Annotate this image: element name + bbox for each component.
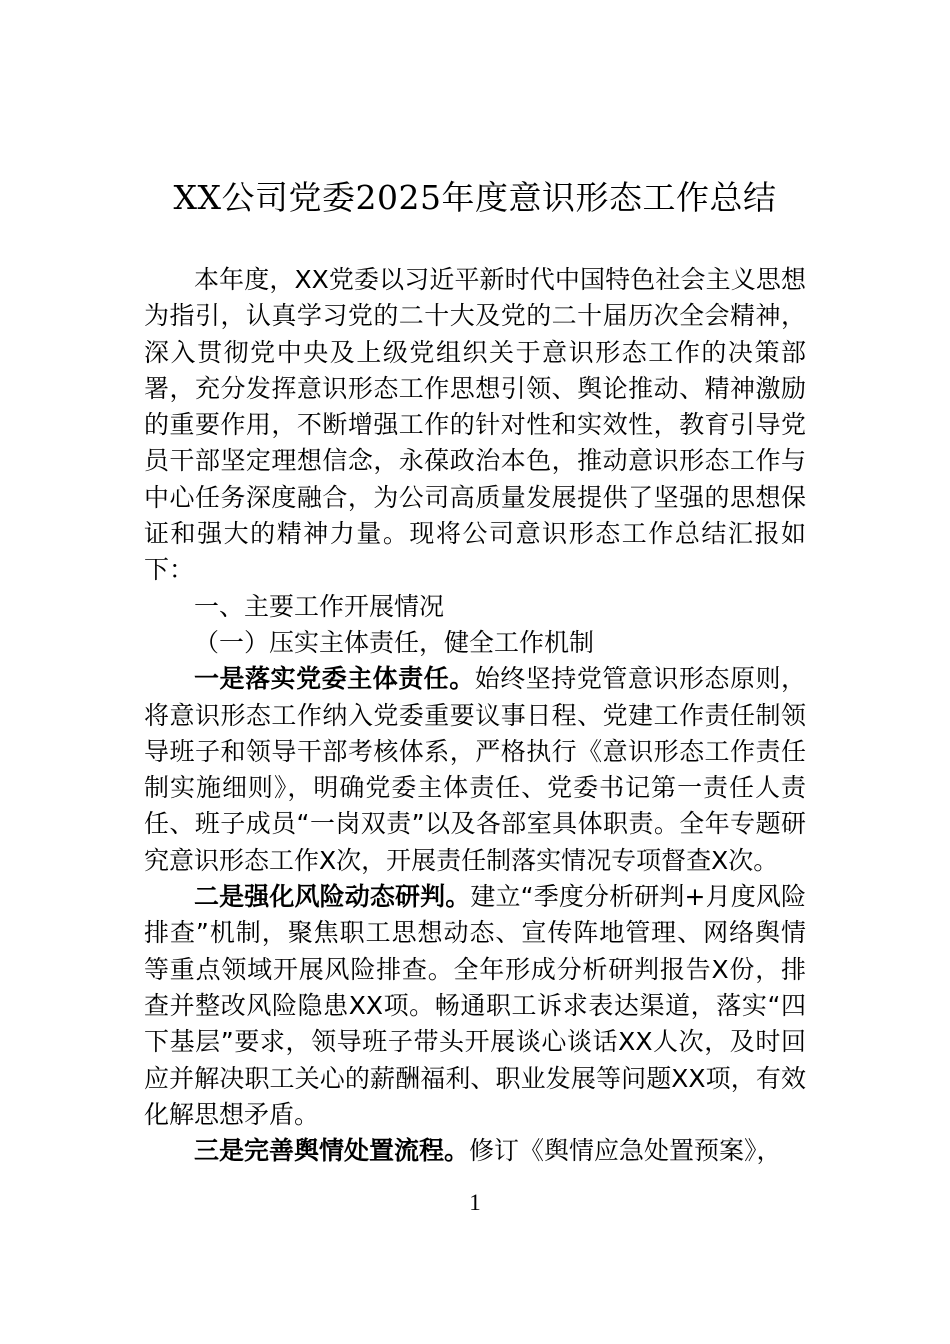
document-body [144,262,806,1169]
item-lead-2: 二是强化风险动态研判。 [194,882,471,912]
subsection-heading: （一）压实主体责任，健全工作机制 [194,627,595,657]
section-heading: 一、主要工作开展情况 [194,591,445,621]
intro-paragraph: 本年度，XX党委以习近平新时代中国特色社会主义思想为指引，认真学习党的二十大及党的二十届历次全会精神，深入贯彻党中央及上级党组织关于意识形态工作的决策部署，充分发挥意识形态工作思想引领、舆论推动、精神激励的重要作用，不断增强工作的针对性和实效性，教育引导党员干部坚定理想信念，永葆政治本色，推动意识形态工作与中心任务深度融合，为公司高质量发展提供了坚强的思想保证和强大的精神力量。现将公司意识形态工作总结汇报如下： [144,265,806,585]
item-text-2: 建立“季度分析研判+月度风险排查”机制，聚焦职工思想动态、宣传阵地管理、网络舆情等重点领域开展风险排查。全年形成分析研判报告X份，排查并整改风险隐患XX项。畅通职工诉求表达渠道，落实“四下基层”要求，领导班子带头开展谈心谈话XX人次，及时回应并解决职工关心的薪酬福利、职业发展等问题XX项，有效化解思想矛盾。 [144,882,806,1129]
page-number: 1 [469,1190,481,1215]
item-paragraph-2 [144,879,806,1133]
item-paragraph-1 [144,661,806,879]
item-lead-1: 一是落实党委主体责任。 [194,664,475,694]
item-lead-3: 三是完善舆情处置流程。 [194,1136,470,1166]
item-text-1: 始终坚持党管意识形态原则，将意识形态工作纳入党委重要议事日程、党建工作责任制领导班子和领导干部考核体系，严格执行《意识形态工作责任制实施细则》，明确党委主体责任、党委书记第一责任人责任、班子成员“一岗双责”以及各部室具体职责。全年专题研究意识形态工作X次，开展责任制落实情况专项督查X次。 [144,664,806,875]
document-title: XX公司党委2025年度意识形态工作总结 [173,178,777,217]
item-text-3: 修订《舆情应急处置预案》， [469,1136,782,1166]
item-paragraph-3 [144,1133,806,1169]
